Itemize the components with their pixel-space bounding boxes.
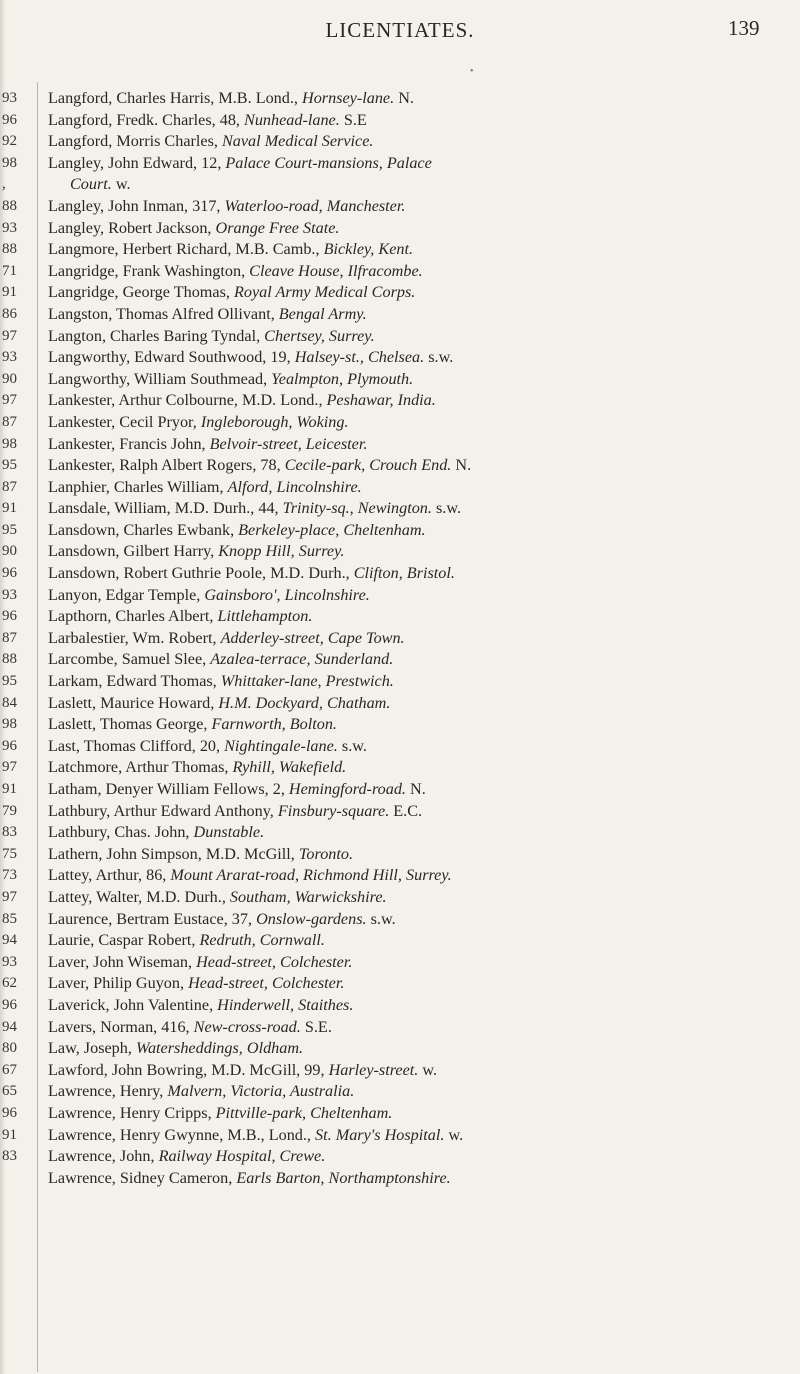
entry-name: Lansdown, Robert Guthrie Poole, M.D. Durh., xyxy=(48,564,354,583)
entry-address: Mount Ararat-road, Richmond Hill, Surrey. xyxy=(170,866,452,885)
entry-name: Lattey, Arthur, 86, xyxy=(48,866,171,885)
margin-number: 73 xyxy=(2,867,17,884)
margin-number: 80 xyxy=(2,1040,17,1057)
entry-address: Knopp Hill, Surrey. xyxy=(218,542,345,561)
entry-address: Belvoir-street, Leicester. xyxy=(209,434,368,453)
margin-number: 91 xyxy=(2,1126,17,1143)
entry-name: Lattey, Walter, M.D. Durh., xyxy=(48,887,230,906)
margin-number: 97 xyxy=(2,327,17,344)
margin-number: 98 xyxy=(2,154,17,171)
list-item xyxy=(48,304,793,326)
entry-district: N. xyxy=(405,780,426,798)
entry-district: s.w. xyxy=(366,909,396,928)
margin-number: 96 xyxy=(2,111,17,128)
list-item xyxy=(48,822,793,844)
entry-address: Nunhead-lane. xyxy=(244,110,340,129)
entry-address: Head-street, Colchester. xyxy=(196,952,353,971)
entry-address: Bickley, Kent. xyxy=(323,240,414,259)
entry-address: Halsey-st., Chelsea. xyxy=(294,348,425,367)
entry-name: Langford, Charles Harris, M.B. Lond., xyxy=(48,89,303,107)
margin-number: 87 xyxy=(2,413,17,430)
entry-name: Larcombe, Samuel Slee, xyxy=(48,650,211,669)
entry-address: Peshawar, India. xyxy=(326,391,436,410)
entry-district: S.E. xyxy=(300,1017,332,1036)
margin-number: 93 xyxy=(2,953,17,970)
entry-name: Langford, Fredk. Charles, 48, xyxy=(48,110,245,129)
entry-address: Hinderwell, Staithes. xyxy=(217,995,354,1014)
margin-number: 87 xyxy=(2,629,17,646)
list-item xyxy=(48,1060,793,1082)
entry-address: Head-street, Colchester. xyxy=(188,974,345,993)
entry-address: Palace Court-mansions, Palace xyxy=(225,153,432,172)
list-item xyxy=(48,1017,793,1039)
entry-name: Langley, John Edward, 12, xyxy=(48,153,226,172)
entry-name: Lanphier, Charles William, xyxy=(48,477,228,496)
list-item xyxy=(48,520,793,542)
entry-name: Lankester, Ralph Albert Rogers, 78, xyxy=(48,456,285,475)
list-item xyxy=(48,995,793,1017)
entry-name: Lawrence, Henry, xyxy=(48,1082,168,1101)
list-item xyxy=(48,714,793,736)
entry-name: Lansdale, William, M.D. Durh., 44, xyxy=(48,499,283,518)
entry-district: s.w. xyxy=(337,736,367,755)
margin-number: 97 xyxy=(2,759,17,776)
entry-name: Lankester, Cecil Pryor, xyxy=(48,412,201,431)
entry-name: Langford, Morris Charles, xyxy=(48,132,222,151)
list-item xyxy=(48,477,793,499)
margin-number: 96 xyxy=(2,565,17,582)
entry-name: Lathern, John Simpson, M.D. McGill, xyxy=(48,844,299,863)
entry-name: Langton, Charles Baring Tyndal, xyxy=(48,326,265,345)
entry-name: Lansdown, Gilbert Harry, xyxy=(48,542,219,561)
entry-address: Naval Medical Service. xyxy=(221,132,374,151)
entry-address: Littlehampton. xyxy=(217,607,313,626)
page-number: 139 xyxy=(728,16,760,40)
list-item xyxy=(48,498,793,520)
entry-address: Hornsey-lane. xyxy=(302,89,395,107)
entry-name: Laver, Philip Guyon, xyxy=(48,974,189,993)
list-item xyxy=(48,1081,793,1103)
entry-address: Watersheddings, Oldham. xyxy=(135,1039,304,1058)
entry-name: Laurence, Bertram Eustace, 37, xyxy=(48,909,257,928)
entry-address: Toronto. xyxy=(298,844,354,863)
list-item xyxy=(48,110,793,132)
entry-address: St. Mary's Hospital. xyxy=(315,1125,445,1144)
entry-address: Redruth, Cornwall. xyxy=(199,931,325,950)
entry-name: Latham, Denyer William Fellows, 2, xyxy=(48,780,289,798)
entry-name: Lawford, John Bowring, M.D. McGill, 99, xyxy=(48,1060,329,1079)
entry-address: Onslow-gardens. xyxy=(256,909,367,928)
list-item xyxy=(48,844,793,866)
list-item xyxy=(48,973,793,995)
entry-address: Royal Army Medical Corps. xyxy=(233,283,416,302)
margin-number: 62 xyxy=(2,975,17,992)
entry-address: Ingleborough, Woking. xyxy=(200,412,349,431)
list-item xyxy=(48,261,793,283)
list-item xyxy=(48,88,793,110)
margin-number: 90 xyxy=(2,543,17,560)
margin-number: 93 xyxy=(2,90,17,106)
entry-district: s.w. xyxy=(431,499,462,518)
margin-number: 83 xyxy=(2,1148,17,1165)
list-item xyxy=(48,541,793,563)
margin-number: 93 xyxy=(2,219,17,236)
entry-name: Lansdown, Charles Ewbank, xyxy=(48,520,239,539)
list-item xyxy=(48,412,793,434)
list-item xyxy=(48,628,793,650)
margin-number: 67 xyxy=(2,1061,17,1078)
entry-address: Bengal Army. xyxy=(278,304,367,323)
margin-number: 97 xyxy=(2,392,17,409)
entry-name: Lawrence, John, xyxy=(48,1147,159,1166)
entry-name: Lapthorn, Charles Albert, xyxy=(48,607,218,626)
margin-number: 91 xyxy=(2,781,17,797)
licentiate-list xyxy=(48,88,793,1189)
entry-address: Farnworth, Bolton. xyxy=(211,715,337,734)
margin-number: 93 xyxy=(2,586,17,603)
list-item xyxy=(48,887,793,909)
list-item xyxy=(48,131,793,153)
list-item xyxy=(48,153,793,196)
margin-number: 96 xyxy=(2,737,17,754)
margin-number: 96 xyxy=(2,996,17,1013)
margin-number: 96 xyxy=(2,608,17,625)
list-item xyxy=(48,671,793,693)
entry-district: w. xyxy=(111,175,131,194)
entry-name: Laslett, Maurice Howard, xyxy=(48,693,219,712)
margin-number: 88 xyxy=(2,651,17,668)
margin-number: , xyxy=(2,176,6,193)
entry-name: Lawrence, Henry Gwynne, M.B., Lond., xyxy=(48,1125,316,1144)
list-item xyxy=(48,930,793,952)
margin-number: 93 xyxy=(2,349,17,366)
list-item xyxy=(48,434,793,456)
entry-address: Yealmpton, Plymouth. xyxy=(271,369,414,388)
list-item xyxy=(48,649,793,671)
entry-name: Langridge, George Thomas, xyxy=(48,283,234,302)
list-item xyxy=(48,585,793,607)
margin-number: 84 xyxy=(2,694,17,711)
entry-name: Larbalestier, Wm. Robert, xyxy=(48,628,221,647)
list-item xyxy=(48,779,793,801)
entry-address: Southam, Warwickshire. xyxy=(229,887,387,906)
margin-number: 79 xyxy=(2,802,17,819)
margin-number: 96 xyxy=(2,1104,17,1121)
entry-district: w. xyxy=(444,1125,464,1144)
entry-district: S.E xyxy=(339,110,367,129)
entry-district: N. xyxy=(451,456,472,475)
margin-number: 94 xyxy=(2,1018,17,1035)
margin-number: 95 xyxy=(2,673,17,690)
list-item xyxy=(48,218,793,240)
margin-number: 75 xyxy=(2,845,17,862)
list-item xyxy=(48,239,793,261)
entry-name: Langridge, Frank Washington, xyxy=(48,261,250,280)
margin-number: 91 xyxy=(2,284,17,301)
entry-name: Lanyon, Edgar Temple, xyxy=(48,585,205,604)
entry-name: Langworthy, William Southmead, xyxy=(48,369,272,388)
entry-name: Lankester, Francis John, xyxy=(48,434,210,453)
margin-number: 86 xyxy=(2,305,17,322)
margin-number: 71 xyxy=(2,262,17,279)
list-item xyxy=(48,369,793,391)
entry-address: Railway Hospital, Crewe. xyxy=(158,1147,326,1166)
margin-number: 94 xyxy=(2,932,17,949)
entry-name: Latchmore, Arthur Thomas, xyxy=(48,758,233,777)
list-item xyxy=(48,1146,793,1168)
entry-name: Langley, John Inman, 317, xyxy=(48,196,225,215)
entry-district: s.w. xyxy=(424,348,454,367)
margin-number: 88 xyxy=(2,197,17,214)
entry-continuation xyxy=(48,174,793,196)
entry-name: Laurie, Caspar Robert, xyxy=(48,931,200,950)
list-item xyxy=(48,563,793,585)
entry-address: Berkeley-place, Cheltenham. xyxy=(238,520,426,539)
entry-address: Nightingale-lane. xyxy=(224,736,338,755)
entry-name: Last, Thomas Clifford, 20, xyxy=(48,736,225,755)
list-item xyxy=(48,1125,793,1147)
margin-number: 98 xyxy=(2,435,17,452)
entry-address: Gainsboro', Lincolnshire. xyxy=(204,585,370,604)
entry-district: N. xyxy=(394,89,414,107)
list-item xyxy=(48,1038,793,1060)
entry-name: Lavers, Norman, 416, xyxy=(48,1017,194,1036)
margin-number-column xyxy=(0,88,34,1168)
margin-number: 88 xyxy=(2,241,17,258)
running-head-title: LICENTIATES. xyxy=(325,18,475,42)
margin-rule xyxy=(37,82,38,1372)
ornament-dot: • xyxy=(470,66,474,77)
entry-name: Laslett, Thomas George, xyxy=(48,715,212,734)
entry-name: Larkam, Edward Thomas, xyxy=(48,672,221,691)
entry-address: Chertsey, Surrey. xyxy=(264,326,375,345)
entry-name: Lankester, Arthur Colbourne, M.D. Lond., xyxy=(48,391,327,410)
list-item xyxy=(48,390,793,412)
margin-number: 65 xyxy=(2,1083,17,1100)
entry-address: Alford, Lincolnshire. xyxy=(227,477,362,496)
margin-number: 85 xyxy=(2,910,17,927)
entry-address: Hemingford-road. xyxy=(288,780,406,798)
entry-address: Harley-street. xyxy=(328,1060,419,1079)
margin-number: 95 xyxy=(2,521,17,538)
margin-number: 91 xyxy=(2,500,17,517)
margin-number: 97 xyxy=(2,888,17,905)
entry-address: H.M. Dockyard, Chatham. xyxy=(218,693,391,712)
list-item xyxy=(48,693,793,715)
list-item xyxy=(48,1168,793,1190)
list-item xyxy=(48,952,793,974)
entry-name: Langworthy, Edward Southwood, 19, xyxy=(48,348,295,367)
list-item xyxy=(48,865,793,887)
entry-name: Lathbury, Chas. John, xyxy=(48,823,194,842)
list-item xyxy=(48,282,793,304)
entry-name: Langmore, Herbert Richard, M.B. Camb., xyxy=(48,240,324,259)
entry-name: Lathbury, Arthur Edward Anthony, xyxy=(48,801,278,820)
list-item xyxy=(48,757,793,779)
entry-name: Langley, Robert Jackson, xyxy=(48,218,216,237)
entry-address: Waterloo-road, Manchester. xyxy=(224,196,406,215)
entry-name: Laverick, John Valentine, xyxy=(48,995,218,1014)
entry-name: Law, Joseph, xyxy=(48,1039,136,1058)
entry-address: Finsbury-square. xyxy=(277,801,390,820)
entry-address: Pittville-park, Cheltenham. xyxy=(215,1103,393,1122)
entry-address: Cecile-park, Crouch End. xyxy=(284,456,452,475)
entry-address: New-cross-road. xyxy=(193,1017,301,1036)
list-item xyxy=(48,736,793,758)
list-item xyxy=(48,606,793,628)
list-item xyxy=(48,196,793,218)
entry-address: Adderley-street, Cape Town. xyxy=(220,628,405,647)
entry-district: w. xyxy=(418,1060,438,1079)
entry-address: Orange Free State. xyxy=(215,218,340,237)
list-item xyxy=(48,909,793,931)
margin-number: 95 xyxy=(2,457,17,474)
entry-address: Malvern, Victoria, Australia. xyxy=(167,1082,355,1101)
entry-address: Earls Barton, Northamptonshire. xyxy=(236,1168,451,1187)
entry-address: Azalea-terrace, Sunderland. xyxy=(210,650,394,669)
list-item xyxy=(48,455,793,477)
entry-address: Clifton, Bristol. xyxy=(353,564,455,583)
entry-address: Cleave House, Ilfracombe. xyxy=(249,261,423,280)
entry-address: Ryhill, Wakefield. xyxy=(232,758,347,777)
entry-name: Lawrence, Sidney Cameron, xyxy=(48,1168,237,1187)
margin-number: 83 xyxy=(2,824,17,841)
list-item xyxy=(48,1103,793,1125)
list-item xyxy=(48,801,793,823)
entry-address: Trinity-sq., Newington. xyxy=(282,499,432,518)
entry-address-continuation: Court. xyxy=(70,175,112,194)
margin-number: 92 xyxy=(2,133,17,150)
margin-number: 87 xyxy=(2,478,17,495)
entry-name: Lawrence, Henry Cripps, xyxy=(48,1103,216,1122)
entry-address: Dunstable. xyxy=(193,823,265,842)
margin-number: 98 xyxy=(2,716,17,733)
list-item xyxy=(48,347,793,369)
margin-number: 90 xyxy=(2,370,17,387)
entry-name: Laver, John Wiseman, xyxy=(48,952,197,971)
entry-district: E.C. xyxy=(389,801,423,820)
entry-address: Whittaker-lane, Prestwich. xyxy=(220,672,394,691)
list-item xyxy=(48,326,793,348)
entry-name: Langston, Thomas Alfred Ollivant, xyxy=(48,304,279,323)
